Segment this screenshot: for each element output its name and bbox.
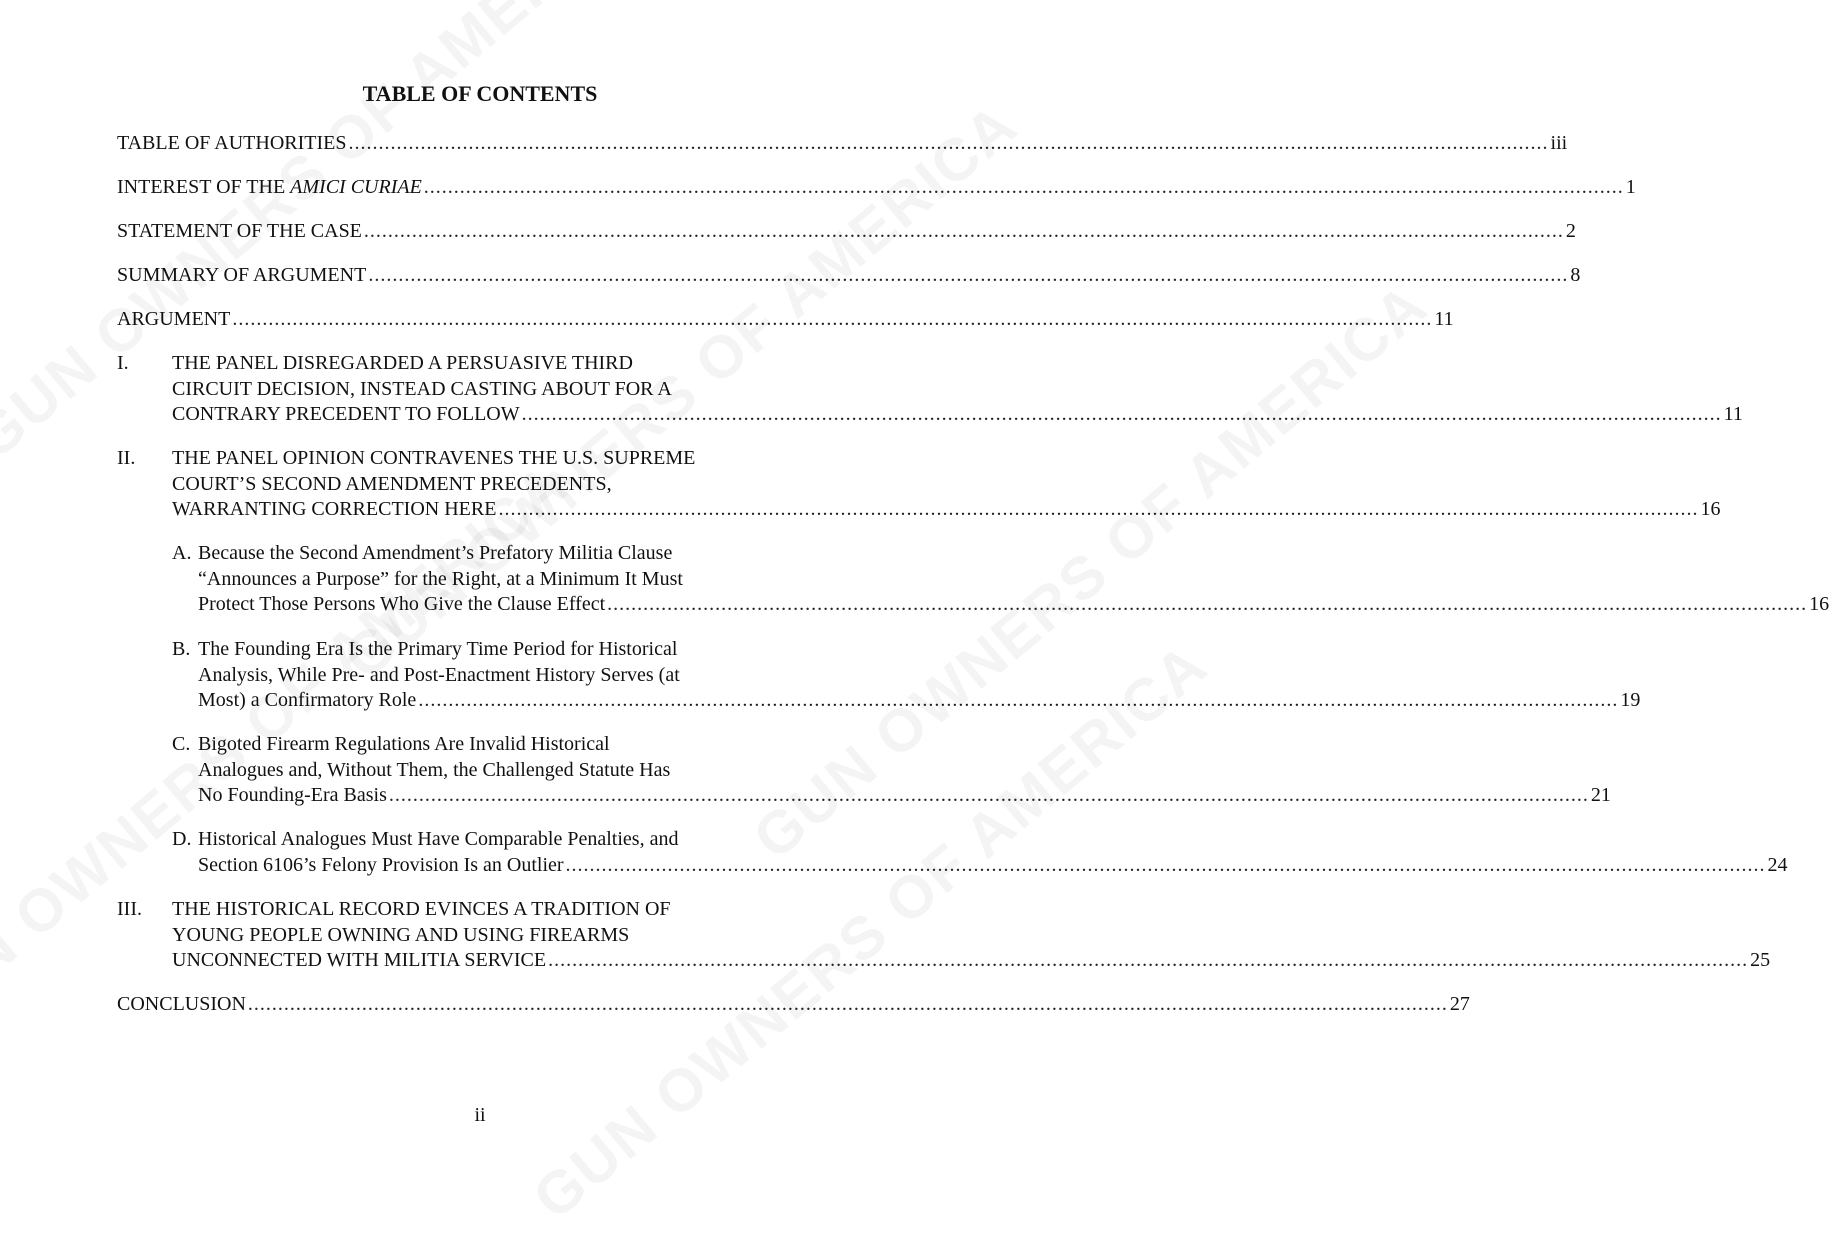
toc-entry-text: STATEMENT OF THE CASE: [117, 220, 362, 242]
dot-leader: ........................................................................................................................................................................................................: [348, 132, 1549, 154]
toc-entry-argument[interactable]: [117, 307, 1454, 333]
toc-entry-line: Historical Analogues Must Have Comparable Penalties, and: [198, 828, 679, 850]
toc-entry-text: [117, 175, 422, 201]
toc-entry-authorities[interactable]: [117, 131, 1568, 157]
toc-page-number: 25: [1750, 949, 1771, 971]
toc-entry-line: YOUNG PEOPLE OWNING AND USING FIREARMS: [172, 923, 630, 946]
dot-leader: ........................................................................................................................................................................................................: [423, 176, 1624, 198]
toc-page-number: 24: [1767, 853, 1788, 876]
toc-page-number: 11: [1723, 403, 1743, 425]
dot-leader: ........................................................................................................................................................................................................: [247, 993, 1448, 1015]
toc-page-number: 2: [1565, 220, 1576, 242]
toc-entry-text: TABLE OF AUTHORITIES: [117, 132, 347, 154]
dot-leader: ........................................................................................................................................................................................................: [418, 689, 1619, 711]
toc-entry-line: UNCONNECTED WITH MILITIA SERVICE: [172, 949, 547, 971]
toc-entry-line: “Announces a Purpose” for the Right, at a Minimum It Must: [198, 567, 683, 590]
toc-page-number: 16: [1809, 593, 1829, 615]
toc-entry-conclusion[interactable]: [117, 992, 1470, 1018]
toc-entry-line: THE PANEL DISREGARDED A PERSUASIVE THIRD: [172, 352, 633, 374]
subsection-letter: D.: [172, 828, 192, 850]
section-number: I.: [117, 352, 129, 374]
toc-page-number: 1: [1625, 176, 1636, 198]
toc-entry-line: No Founding-Era Basis: [198, 784, 387, 806]
toc-entry-text: SUMMARY OF ARGUMENT: [117, 264, 367, 286]
toc-entry-subsection-d[interactable]: [172, 827, 1788, 878]
toc-entry-line: Analysis, While Pre- and Post-Enactment History Serves (at: [198, 663, 680, 686]
toc-entry-section-2[interactable]: [117, 446, 1721, 523]
toc-entry-line: Protect Those Persons Who Give the Clause Effect: [198, 593, 606, 615]
toc-entry-line: COURT’S SECOND AMENDMENT PRECEDENTS,: [172, 472, 612, 495]
dot-leader: ........................................................................................................................................................................................................: [388, 784, 1589, 806]
toc-entry-line: Analogues and, Without Them, the Challenged Statute Has: [198, 758, 671, 781]
toc-entry-subsection-a[interactable]: [172, 541, 1829, 618]
toc-page-number: 11: [1434, 308, 1454, 330]
dot-leader: ........................................................................................................................................................................................................: [368, 264, 1569, 286]
toc-entry-line: The Founding Era Is the Primary Time Period for Historical: [198, 638, 678, 660]
subsection-letter: A.: [172, 542, 192, 564]
toc-page-number: 27: [1449, 993, 1470, 1015]
toc-entry-summary[interactable]: [117, 263, 1581, 289]
toc-entry-line: THE HISTORICAL RECORD EVINCES A TRADITION OF: [172, 898, 671, 920]
dot-leader: ........................................................................................................................................................................................................: [498, 498, 1699, 520]
toc-page-number: 16: [1700, 498, 1721, 520]
toc-entry-subsection-c[interactable]: [172, 732, 1611, 809]
toc-entry-text-italic: AMICI CURIAE: [290, 176, 422, 198]
toc-entry-line: Bigoted Firearm Regulations Are Invalid Historical: [198, 733, 610, 755]
toc-page-number: 8: [1570, 264, 1581, 286]
toc-page-number: 19: [1620, 689, 1641, 711]
toc-entry-line: CONTRARY PRECEDENT TO FOLLOW: [172, 403, 520, 425]
toc-entry-text: CONCLUSION: [117, 993, 246, 1015]
toc-entry-line: CIRCUIT DECISION, INSTEAD CASTING ABOUT FOR A: [172, 377, 672, 400]
toc-entry-interest[interactable]: [117, 175, 1636, 201]
dot-leader: ........................................................................................................................................................................................................: [607, 593, 1808, 615]
subsection-letter: C.: [172, 733, 191, 755]
subsection-letter: B.: [172, 638, 191, 660]
dot-leader: ........................................................................................................................................................................................................: [363, 220, 1564, 242]
dot-leader: ........................................................................................................................................................................................................: [565, 853, 1766, 876]
toc-entry-line: Section 6106’s Felony Provision Is an Outlier: [198, 853, 564, 876]
page-number-footer: ii: [474, 1104, 486, 1126]
toc-entry-subsection-b[interactable]: [172, 637, 1641, 714]
toc-entry-text-prefix: INTEREST OF THE: [117, 176, 291, 198]
toc-entry-statement[interactable]: [117, 219, 1576, 245]
section-number: II.: [117, 447, 136, 469]
toc-entry-line: Most) a Confirmatory Role: [198, 689, 417, 711]
section-number: III.: [117, 898, 142, 920]
toc-entry-section-1[interactable]: [117, 351, 1743, 428]
page-title: TABLE OF CONTENTS: [362, 81, 598, 106]
toc-entry-line: WARRANTING CORRECTION HERE: [172, 498, 497, 520]
toc-entry-line: Because the Second Amendment’s Prefatory Militia Clause: [198, 542, 673, 564]
toc-entry-text: ARGUMENT: [117, 308, 231, 330]
dot-leader: ........................................................................................................................................................................................................: [548, 949, 1749, 971]
dot-leader: ........................................................................................................................................................................................................: [232, 308, 1433, 330]
toc-entry-section-3[interactable]: [117, 897, 1771, 974]
toc-page-number: iii: [1550, 132, 1568, 154]
toc-page-number: 21: [1590, 784, 1611, 806]
dot-leader: ........................................................................................................................................................................................................: [521, 403, 1722, 425]
toc-entry-line: THE PANEL OPINION CONTRAVENES THE U.S. SUPREME: [172, 447, 696, 469]
